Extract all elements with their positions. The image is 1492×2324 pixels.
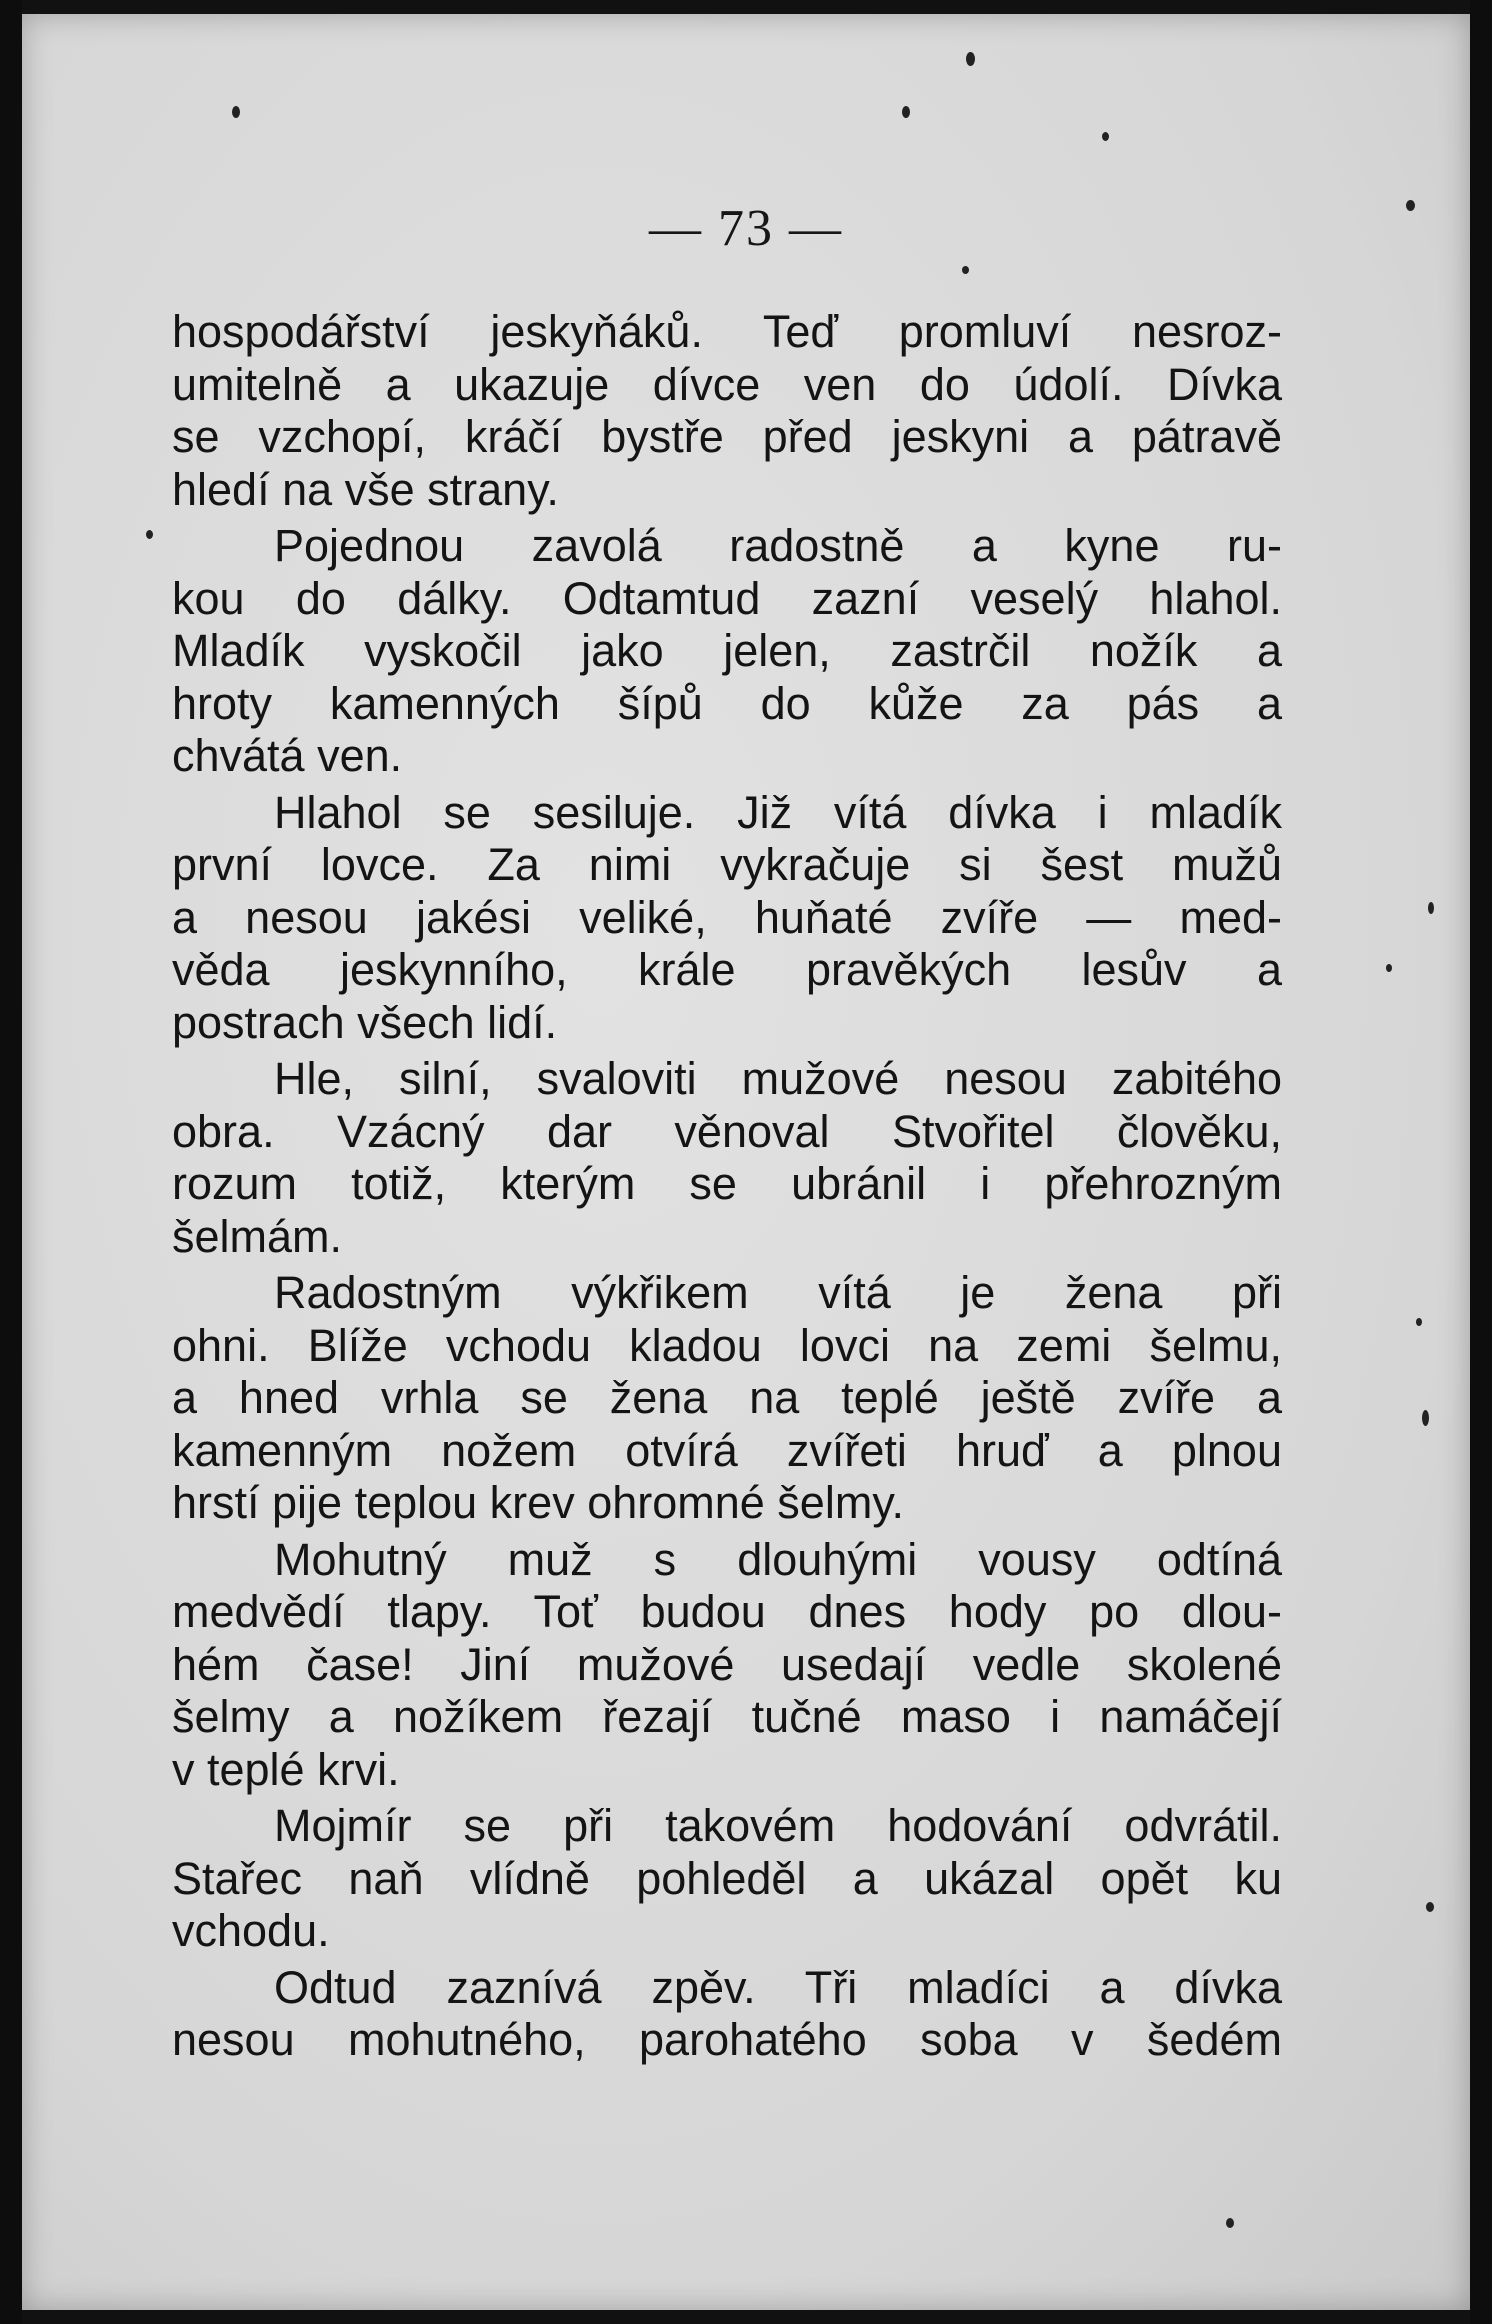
text-line: hrstí pije teplou krev ohromné šelmy. (172, 1477, 904, 1528)
text-line: medvědí tlapy. Toť budou dnes hody po dlou- (172, 1586, 1282, 1637)
text-line: hospodářství jeskyňáků. Teď promluví nesroz- (172, 306, 1282, 357)
scan-speck (1416, 1318, 1422, 1326)
body-text (172, 306, 1282, 2067)
text-line: Pojednou zavolá radostně a kyne ru- (274, 520, 1282, 571)
text-line: obra. Vzácný dar věnoval Stvořitel člověku, (172, 1105, 1282, 1157)
text-line: v teplé krvi. (172, 1743, 400, 1795)
text-line: šelmám. (172, 1210, 343, 1262)
text-line: první lovce. Za nimi vykračuje si šest mužů (172, 839, 1282, 890)
scan-speck (1386, 964, 1392, 972)
text-line: Stařec naň vlídně pohleděl a ukázal opět ku (172, 1852, 1282, 1904)
text-line: Mohutný muž s dlouhými vousy odtíná (274, 1533, 1282, 1585)
text-line: Radostným výkřikem vítá je žena při (274, 1267, 1282, 1318)
text-line: ohni. Blíže vchodu kladou lovci na zemi šelmu, (172, 1319, 1282, 1371)
scan-right-edge (1470, 0, 1492, 2324)
text-line: a hned vrhla se žena na teplé ještě zvíře a (172, 1372, 1282, 1423)
text-line: se vzchopí, kráčí bystře před jeskyni a pátravě (172, 411, 1282, 462)
text-line: šelmy a nožíkem řezají tučné maso i namáčejí (172, 1691, 1282, 1742)
scan-speck (1226, 2218, 1234, 2228)
scan-speck (1426, 1902, 1434, 1912)
page-number: — 73 — (649, 200, 843, 257)
scan-speck (902, 106, 910, 118)
scan-speck (146, 530, 153, 539)
scan-speck (1102, 132, 1109, 141)
text-line: chvátá ven. (172, 730, 403, 781)
text-line: věda jeskynního, krále pravěkých lesův a (172, 944, 1282, 995)
text-line: umitelně a ukazuje dívce ven do údolí. Dívka (172, 358, 1282, 410)
text-line: Mojmír se při takovém hodování odvrátil. (274, 1800, 1282, 1851)
text-line: Mladík vyskočil jako jelen, zastrčil nožík a (172, 625, 1282, 676)
book-page (22, 14, 1470, 2310)
text-line: kou do dálky. Odtamtud zazní veselý hlahol. (172, 572, 1282, 624)
text-line: hroty kamenných šípů do kůže za pás a (172, 677, 1282, 729)
text-line: vchodu. (172, 1905, 330, 1956)
text-line: Hle, silní, svaloviti mužové nesou zabitého (274, 1053, 1282, 1104)
text-line: hém čase! Jiní mužové usedají vedle skolené (172, 1638, 1282, 1690)
scan-speck (962, 266, 969, 274)
text-line: kamenným nožem otvírá zvířeti hruď a plnou (172, 1424, 1282, 1476)
scan-speck (966, 52, 975, 66)
text-line: rozum totiž, kterým se ubránil i přehrozným (172, 1158, 1282, 1209)
scan-speck (1428, 902, 1434, 914)
text-line: Odtud zaznívá zpěv. Tři mladíci a dívka (274, 1961, 1282, 2013)
text-line: postrach všech lidí. (172, 996, 558, 1048)
scan-speck (1422, 1410, 1429, 1426)
text-line: a nesou jakési veliké, huňaté zvíře — med- (172, 891, 1282, 943)
text-line: nesou mohutného, parohatého soba v šedém (172, 2014, 1282, 2065)
text-line: hledí na vše strany. (172, 463, 559, 515)
scan-speck (1406, 200, 1415, 211)
scan-speck (232, 106, 240, 118)
text-line: Hlahol se sesiluje. Již vítá dívka i mladík (274, 786, 1282, 838)
scan-left-edge (0, 0, 22, 2324)
